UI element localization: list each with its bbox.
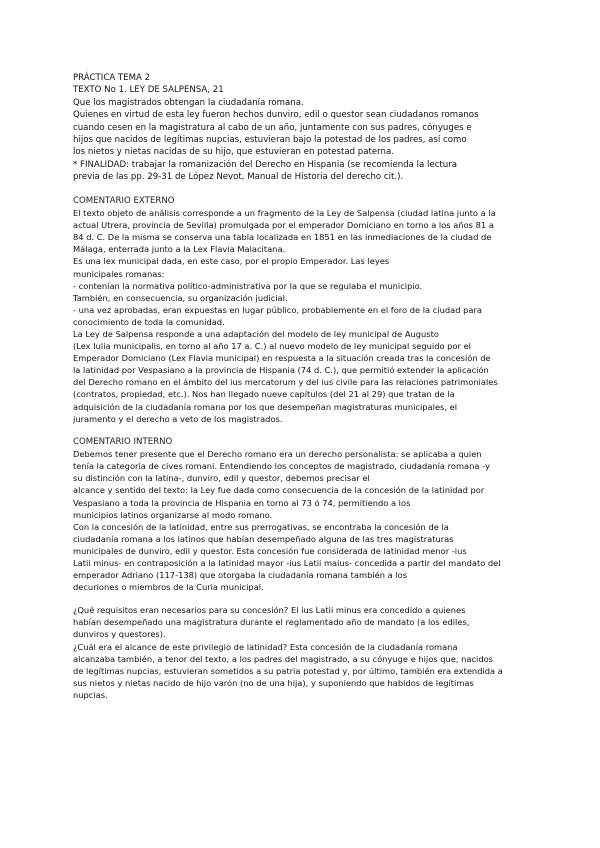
external-commentary-line: municipales romanas: [73,268,165,279]
internal-commentary-title: COMENTARIO INTERNO [73,436,173,447]
internal-commentary-line: Vespasiano a toda la provincia de Hispania en torno al 73 ó 74, permitiendo a los [73,497,411,508]
source-text-line: Quienes en virtud de esta ley fueron hechos dunviro, edil o questor sean ciudadanos romanos [73,110,479,121]
document-title: PRÁCTICA TEMA 2 [73,73,151,83]
internal-commentary-line: Latii minus- en contraposición a la latinidad mayor -ius Latii maius- concedida a partir del mandato del [73,558,501,568]
external-commentary-line: Málaga, enterrada junto a la Lex Flavia Malacitana. [73,244,286,255]
question-line: sus nietos y nietas nacido de hijo varón (no de una hija), y suponiendo que habidos de legítimas [73,677,474,688]
internal-commentary-line: municipales de dunviro, edil y questor. Esta concesión fue considerada de latinidad menor -ius [73,545,467,556]
internal-commentary-line: alcance y sentido del texto: la Ley fue dada como consecuencia de la concesión de la latinidad por [73,485,485,496]
internal-commentary-line: su distinción con la latina-, dunviro, edil y questor, debemos precisar el [73,473,370,484]
document-page [73,72,531,701]
external-commentary-line: (Lex Iulia municipalis, en torno al año 17 a. C.) al nuevo modelo de ley municipal seguido por el [73,341,471,352]
external-commentary-line: También, en consecuencia, su organización judicial. [73,292,288,303]
internal-commentary-line: emperador Adriano (117-138) que otorgaba la ciudadanía romana también a los [73,570,408,581]
external-commentary-block [73,207,531,425]
source-text-block [73,97,531,184]
spacer [73,593,531,604]
question-line: ¿Cuál era el alcance de este privilegio de latinidad? Esta concesión de la ciudadanía romana [73,641,458,652]
external-commentary-line: - contenían la normativa político-administrativa por la que se regulaba el municipio. [73,280,423,291]
internal-commentary-line: municipios latinos organizarse al modo romano. [73,509,273,520]
external-commentary-line: conocimiento de toda la comunidad. [73,316,225,327]
source-text-line: hijos que nacidos de legítimas nupcias, estuvieran bajo la potestad de los padres, así como [73,135,467,146]
internal-commentary-line: decuriones o miembros de la Curia municipal. [73,582,264,593]
question-line: nupcias. [73,689,108,700]
external-commentary-line: El texto objeto de análisis corresponde a un fragmento de la Ley de Salpensa (ciudad latina junto a la [73,208,496,219]
source-text-line: los nietos y nietas nacidas de su hijo, que estuvieran en potestad paterna. [73,147,395,158]
internal-commentary-line: Con la concesión de la latinidad, entre sus prerrogativas, se encontraba la concesión de la [73,521,449,532]
source-text-line: * FINALIDAD: trabajar la romanización del Derecho en Hispania (se recomienda la lectura [73,159,458,170]
spacer [73,184,531,195]
source-text-line: previa de las pp. 29-31 de López Nevot, Manual de Historia del derecho cit.). [73,172,404,183]
question-line: dunviros y questores). [73,629,166,640]
question-line: ¿Qué requisitos eran necesarios para su concesión? El ius Latii minus era concedido a quienes [73,605,466,616]
external-commentary-line: Es una lex municipal dada, en este caso, por el propio Emperador. Las leyes [73,256,390,267]
external-commentary-line: actual Utrera, provincia de Sevilla) promulgada por el emperador Domiciano en torno a los años 81 a [73,220,494,231]
question-line: de legítimas nupcias, estuvieran sometidos a su patria potestad y, por último, también era extendida a [73,665,503,676]
internal-commentary-line: Debemos tener presente que el Derecho romano era un derecho personalista: se aplicaba a quien [73,449,482,460]
spacer [73,425,531,436]
external-commentary-line: - una vez aprobadas, eran expuestas en lugar público, probablemente en el foro de la ciudad para [73,304,483,315]
source-text-line: Que los magistrados obtengan la ciudadanía romana. [73,97,304,108]
internal-commentary-block [73,448,531,593]
internal-commentary-line: ciudadanía romana a los latinos que habían desempeñado alguna de las tres magistraturas [73,533,454,544]
question-line: alcanzaba también, a tenor del texto, a los padres del magistrado, a su cónyuge e hijos que, nacidos [73,653,494,664]
external-commentary-line: 84 d. C. De la misma se conserva una tabla localizada en 1851 en las inmediaciones de la ciudad de [73,232,492,243]
external-commentary-title: COMENTARIO EXTERNO [73,195,175,206]
source-text-line: cuando cesen en la magistratura al cabo de un año, juntamente con sus padres, cónyuges e [73,122,472,133]
questions-block [73,604,531,701]
external-commentary-line: del Derecho romano en el ámbito del ius mercatorum y del ius civile para las relaciones patrimoniales [73,377,498,388]
external-commentary-line: adquisición de la ciudadanía romana por los que desempeñan magistraturas municipales, el [73,401,458,412]
external-commentary-line: juramento y el derecho a veto de los magistrados. [73,413,283,424]
question-line: habían desempeñado una magistratura durante el reglamentado año de mandato (a los ediles, [73,617,470,628]
external-commentary-line: (contratos, propiedad, etc.). Nos han llegado nueve capítulos (del 21 al 29) que tratan de la [73,389,455,400]
internal-commentary-line: tenía la categoría de cives romani. Entendiendo los conceptos de magistrado, ciudadanía romana -y [73,461,490,472]
text-heading: TEXTO No 1. LEY DE SALPENSA, 21 [73,85,224,96]
external-commentary-line: la latinidad por Vespasiano a la provincia de Hispania (74 d. C.), que permitió extender la aplicación [73,365,489,376]
external-commentary-line: Emperador Domiciano (Lex Flavia municipal) en respuesta a la situación creada tras la concesión de [73,353,491,364]
external-commentary-line: La Ley de Salpensa responde a una adaptación del modelo de ley municipal de Augusto [73,329,439,339]
